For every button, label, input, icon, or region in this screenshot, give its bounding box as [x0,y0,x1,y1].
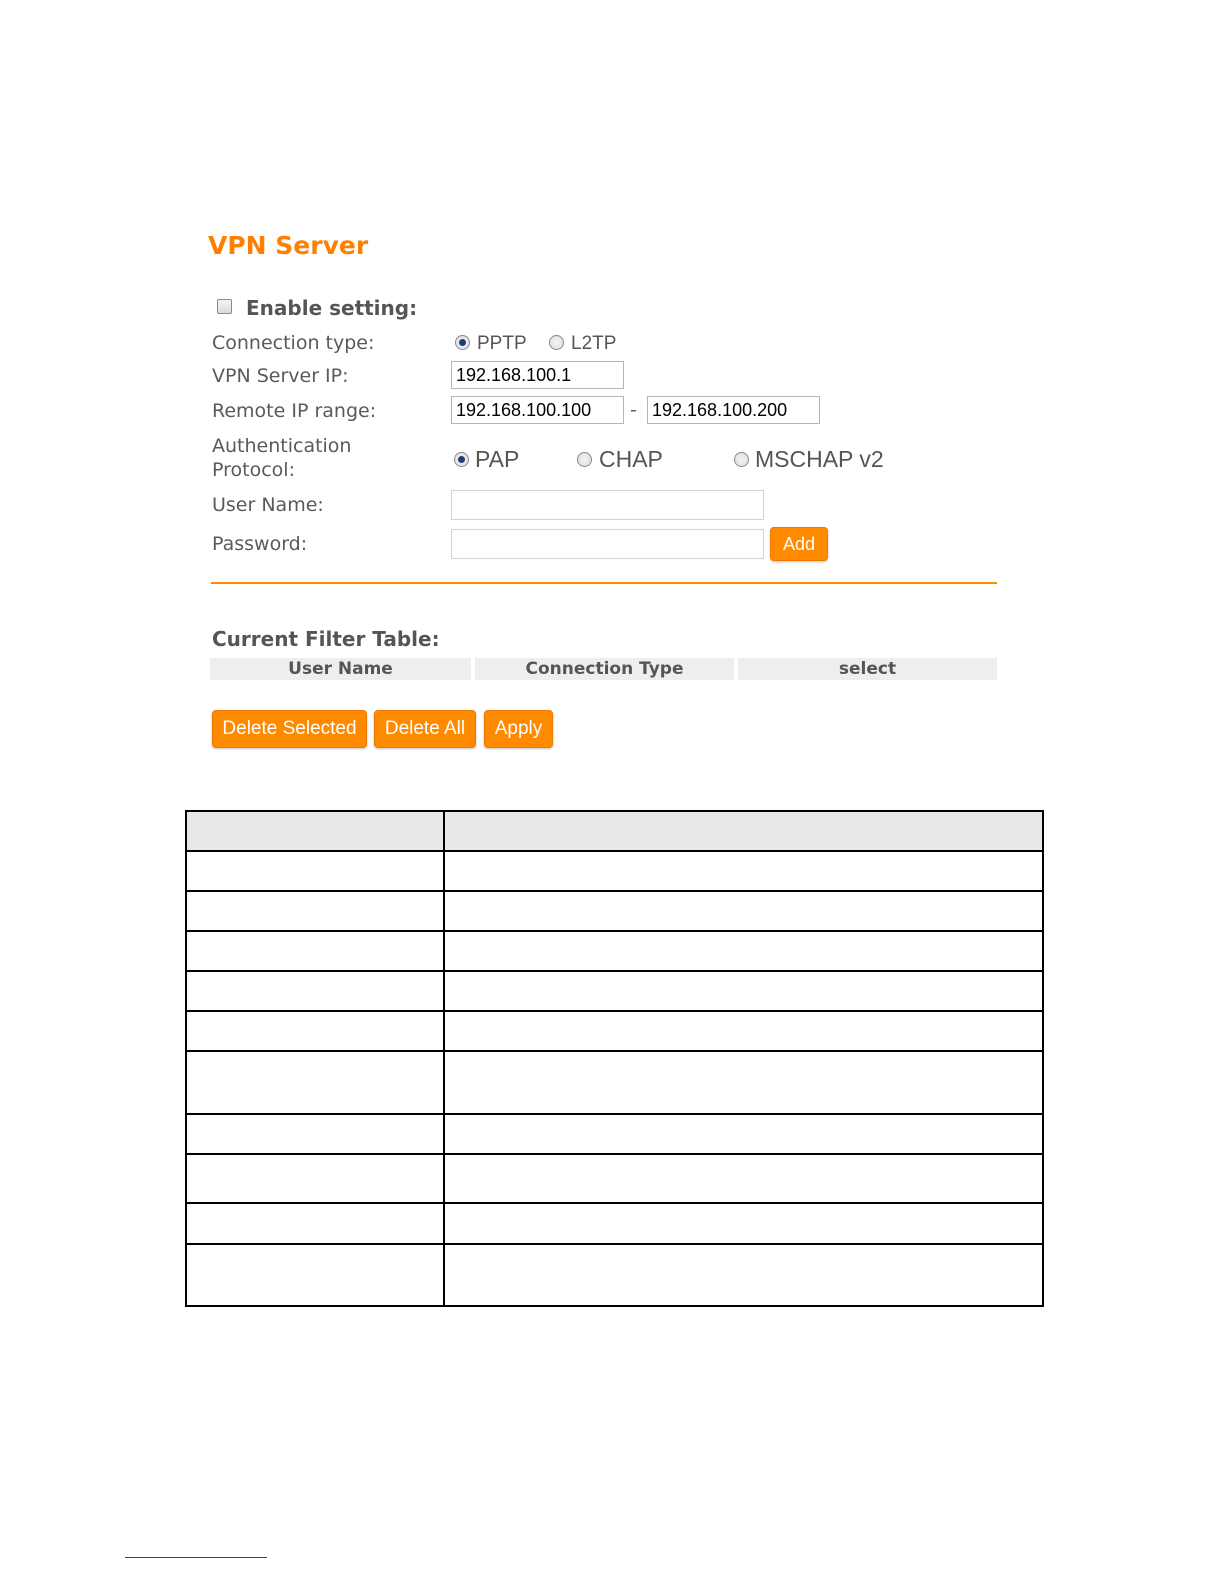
l2tp-radio-label: L2TP [571,333,617,354]
apply-button[interactable]: Apply [484,710,553,748]
table-header-row [186,811,1043,851]
table-cell [186,971,444,1011]
pptp-radio-label: PPTP [477,333,527,354]
section-divider [211,582,997,584]
footnote-line [125,1557,267,1558]
remote-ip-end-input[interactable] [647,396,820,424]
server-ip-input[interactable] [451,361,624,389]
password-input[interactable] [451,529,764,559]
table-row [186,851,1043,891]
add-button[interactable]: Add [770,527,828,561]
table-cell [444,1154,1043,1203]
user-name-input[interactable] [451,490,764,520]
table-cell [186,1011,444,1051]
pap-radio-label: PAP [475,446,520,472]
table-row [186,971,1043,1011]
table-cell [186,851,444,891]
auth-protocol-label-line1: Authentication [212,435,352,457]
table-cell [444,971,1043,1011]
table-row [186,1154,1043,1203]
table-row [186,1114,1043,1154]
table-cell [186,1203,444,1244]
page-title: VPN Server [208,231,369,260]
table-row [186,1203,1043,1244]
filter-table-title: Current Filter Table: [212,627,440,651]
server-ip-label: VPN Server IP: [212,365,349,387]
table-cell [186,1244,444,1306]
table-cell [186,1154,444,1203]
column-header-connection-type: Connection Type [475,658,734,680]
table-cell [186,931,444,971]
column-header-user-name: User Name [210,658,471,680]
chap-radio-label: CHAP [599,446,663,472]
table-cell [186,811,444,851]
password-label: Password: [212,533,308,555]
table-cell [444,851,1043,891]
table-cell [186,1051,444,1114]
table-cell [444,1114,1043,1154]
table-cell [186,891,444,931]
user-name-label: User Name: [212,494,324,516]
table-cell [444,1011,1043,1051]
table-cell [444,1244,1043,1306]
table-cell [444,811,1043,851]
enable-setting-label: Enable setting: [246,296,418,320]
table-cell [444,1203,1043,1244]
column-header-select: select [738,658,997,680]
mschap-v2-radio[interactable] [734,452,749,467]
connection-type-label: Connection type: [212,332,375,354]
table-row [186,1244,1043,1306]
table-cell [444,931,1043,971]
delete-selected-button[interactable]: Delete Selected [212,710,367,748]
mschap-v2-radio-label: MSCHAP v2 [755,446,884,472]
l2tp-radio[interactable] [549,335,564,350]
pap-radio[interactable] [454,452,469,467]
remote-ip-range-label: Remote IP range: [212,400,377,422]
delete-all-button[interactable]: Delete All [374,710,476,748]
enable-checkbox[interactable] [217,299,232,314]
table-row [186,931,1043,971]
remote-ip-start-input[interactable] [451,396,624,424]
auth-protocol-label-line2: Protocol: [212,459,295,481]
table-row [186,891,1043,931]
table-cell [444,891,1043,931]
table-cell [186,1114,444,1154]
table-row [186,1051,1043,1114]
ip-range-separator: - [630,399,637,421]
chap-radio[interactable] [577,452,592,467]
pptp-radio[interactable] [455,335,470,350]
description-table [185,810,1044,1307]
table-row [186,1011,1043,1051]
table-cell [444,1051,1043,1114]
